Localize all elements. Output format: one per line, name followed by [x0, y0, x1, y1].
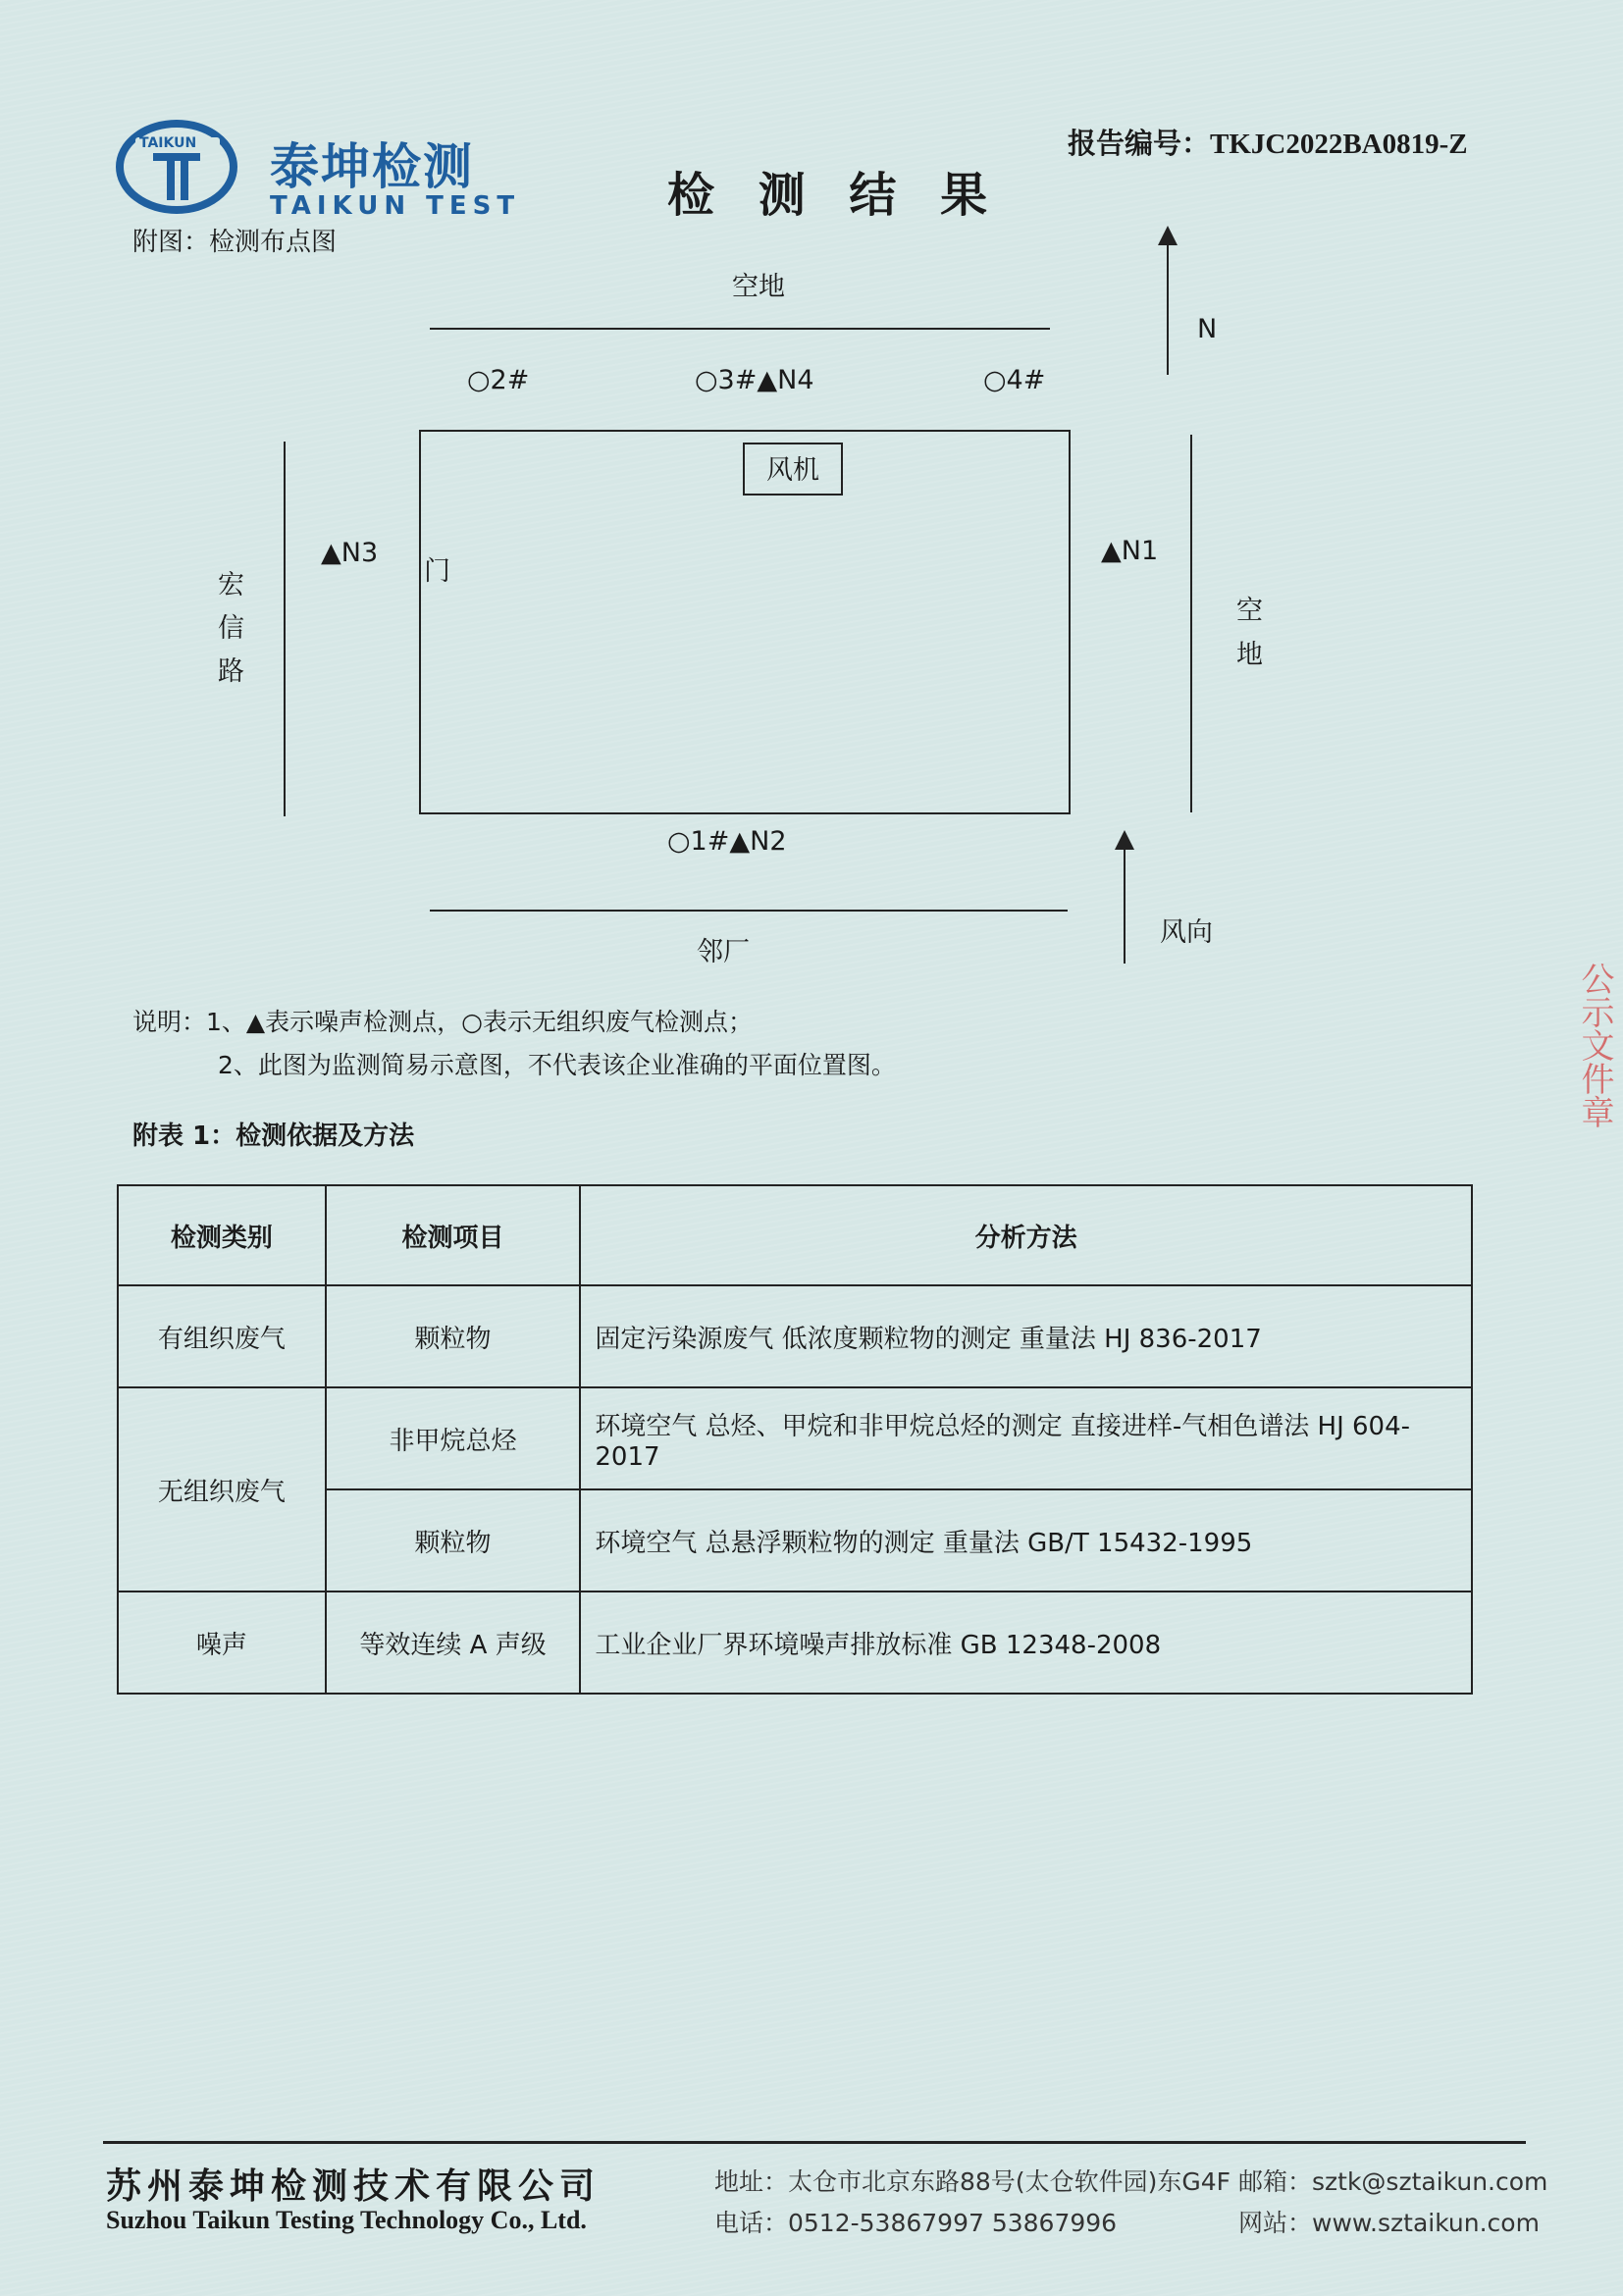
- point-n1: ▲N1: [1101, 536, 1159, 566]
- cell-method: 环境空气 总悬浮颗粒物的测定 重量法 GB/T 15432-1995: [580, 1489, 1472, 1592]
- top-boundary-line: [430, 328, 1050, 330]
- wind-arrow: [1113, 830, 1136, 964]
- logo-badge-text: TAIKUN: [139, 135, 197, 151]
- door-label: 门: [424, 556, 450, 587]
- logo-english: TAIKUN TEST: [270, 191, 521, 221]
- footer-company-cn: 苏州泰坤检测技术有限公司: [106, 2166, 602, 2207]
- north-arrow: [1156, 226, 1179, 375]
- footer-email: 邮箱：sztk@sztaikun.com: [1238, 2167, 1548, 2196]
- wind-label: 风向: [1160, 917, 1213, 948]
- table-caption: 附表 1：检测依据及方法: [132, 1122, 415, 1151]
- north-arrow-icon: [1156, 226, 1179, 375]
- table-row: [118, 1285, 1472, 1387]
- page-title: 检 测 结 果: [667, 168, 1002, 223]
- right-label-char-1: 空: [1236, 596, 1263, 626]
- header-method: 分析方法: [580, 1185, 1472, 1285]
- cell-method: 固定污染源废气 低浓度颗粒物的测定 重量法 HJ 836-2017: [580, 1285, 1472, 1387]
- cell-item: 颗粒物: [326, 1489, 581, 1592]
- cell-category: 有组织废气: [118, 1285, 326, 1387]
- fan-box: 风机: [743, 443, 843, 496]
- left-road-char-3: 路: [218, 656, 244, 687]
- table-row: [118, 1387, 1472, 1489]
- report-number: 报告编号：TKJC2022BA0819-Z: [1068, 129, 1468, 160]
- footer-divider: [103, 2141, 1526, 2144]
- point-2: ○2#: [467, 365, 530, 395]
- cell-item: 非甲烷总烃: [326, 1387, 581, 1489]
- point-n3: ▲N3: [321, 538, 379, 568]
- cell-item: 颗粒物: [326, 1285, 581, 1387]
- company-logo: [116, 116, 243, 214]
- point-1-n2: ○1#▲N2: [667, 826, 787, 857]
- point-4: ○4#: [983, 365, 1046, 395]
- cell-category: 无组织废气: [118, 1387, 326, 1592]
- right-label-char-2: 地: [1236, 640, 1263, 670]
- left-road-char-2: 信: [218, 613, 244, 644]
- label-neighbor-factory: 邻厂: [697, 937, 750, 967]
- left-road-line: [284, 442, 286, 816]
- red-seal-fragment: 公示文件章: [1575, 962, 1614, 1128]
- figure-caption: 附图：检测布点图: [132, 228, 338, 257]
- left-road-char-1: 宏: [218, 570, 244, 600]
- right-boundary-line: [1190, 435, 1192, 812]
- bottom-boundary-line: [430, 910, 1068, 912]
- label-top-open-land: 空地: [732, 272, 785, 302]
- footer-company-en: Suzhou Taikun Testing Technology Co., Ltd.: [106, 2206, 587, 2234]
- logo-chinese: 泰坤检测: [270, 138, 474, 195]
- note-line-1: 说明：1、▲表示噪声检测点，○表示无组织废气检测点；: [132, 1008, 753, 1036]
- methods-table: [117, 1184, 1473, 1695]
- north-label: N: [1197, 314, 1218, 344]
- cell-method: 环境空气 总烃、甲烷和非甲烷总烃的测定 直接进样-气相色谱法 HJ 604-2017: [580, 1387, 1472, 1489]
- wind-direction-arrow-icon: [1113, 830, 1136, 964]
- cell-method: 工业企业厂界环境噪声排放标准 GB 12348-2008: [580, 1592, 1472, 1694]
- table-row: [118, 1592, 1472, 1694]
- header-category: 检测类别: [118, 1185, 326, 1285]
- footer-phone: 电话：0512-53867997 53867996: [714, 2209, 1118, 2237]
- table-header-row: [118, 1185, 1472, 1285]
- header-item: 检测项目: [326, 1185, 581, 1285]
- note-line-2: 2、此图为监测简易示意图，不代表该企业准确的平面位置图。: [218, 1051, 896, 1079]
- cell-category: 噪声: [118, 1592, 326, 1694]
- footer-website: 网站：www.sztaikun.com: [1238, 2209, 1540, 2237]
- cell-item: 等效连续 A 声级: [326, 1592, 581, 1694]
- footer-address: 地址：太仓市北京东路88号(太仓软件园)东G4F: [714, 2167, 1230, 2196]
- point-3-n4: ○3#▲N4: [695, 365, 814, 395]
- taikun-logo-icon: [116, 116, 243, 214]
